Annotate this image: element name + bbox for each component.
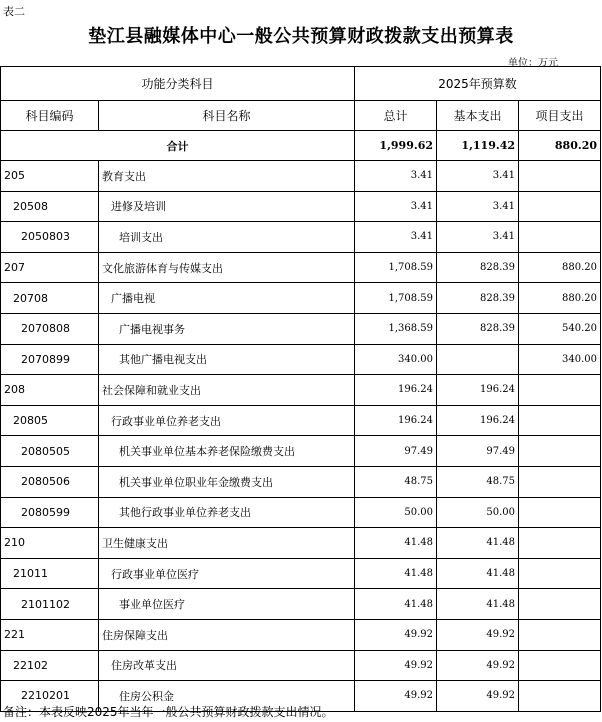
unit-label: 单位：万元 xyxy=(508,58,558,69)
page-title: 垫江县融媒体中心一般公共预算财政拨款支出预算表 xyxy=(88,26,514,47)
table-row xyxy=(1,558,601,589)
total-project: 880.20 xyxy=(519,131,601,161)
cell-basic: 3.41 xyxy=(437,191,519,222)
cell-project xyxy=(519,619,601,650)
table-row xyxy=(1,375,601,406)
cell-code: 2080506 xyxy=(1,466,99,497)
table-row xyxy=(1,191,601,222)
cell-basic: 49.92 xyxy=(437,681,519,712)
cell-project: 340.00 xyxy=(519,344,601,375)
cell-code: 22102 xyxy=(1,650,99,681)
cell-total: 1,708.59 xyxy=(355,252,437,283)
cell-project xyxy=(519,466,601,497)
cell-name: 社会保障和就业支出 xyxy=(99,375,355,406)
table-row xyxy=(1,252,601,283)
cell-project xyxy=(519,191,601,222)
table-row xyxy=(1,161,601,192)
cell-total: 49.92 xyxy=(355,681,437,712)
header-budget-year: 2025年预算数 xyxy=(355,67,601,101)
cell-code: 20708 xyxy=(1,283,99,314)
cell-basic: 828.39 xyxy=(437,313,519,344)
cell-name: 进修及培训 xyxy=(99,191,355,222)
cell-name: 机关事业单位职业年金缴费支出 xyxy=(99,466,355,497)
cell-basic: 50.00 xyxy=(437,497,519,528)
cell-total: 340.00 xyxy=(355,344,437,375)
cell-project: 540.20 xyxy=(519,313,601,344)
cell-total: 49.92 xyxy=(355,650,437,681)
cell-project xyxy=(519,528,601,559)
cell-basic: 196.24 xyxy=(437,405,519,436)
footnote: 备注：本表反映2025年当年一般公共预算财政拨款支出情况。 xyxy=(3,705,334,719)
table-row xyxy=(1,619,601,650)
cell-name: 行政事业单位养老支出 xyxy=(99,405,355,436)
cell-code: 20508 xyxy=(1,191,99,222)
cell-code: 2070899 xyxy=(1,344,99,375)
cell-total: 50.00 xyxy=(355,497,437,528)
cell-total: 41.48 xyxy=(355,528,437,559)
cell-basic: 828.39 xyxy=(437,252,519,283)
cell-project: 880.20 xyxy=(519,283,601,314)
cell-name: 事业单位医疗 xyxy=(99,589,355,620)
cell-name: 行政事业单位医疗 xyxy=(99,558,355,589)
cell-code: 207 xyxy=(1,252,99,283)
cell-code: 221 xyxy=(1,619,99,650)
cell-project xyxy=(519,375,601,406)
table-number-label: 表二 xyxy=(3,5,25,18)
cell-name: 其他行政事业单位养老支出 xyxy=(99,497,355,528)
cell-basic xyxy=(437,344,519,375)
cell-total: 3.41 xyxy=(355,191,437,222)
table-row xyxy=(1,650,601,681)
cell-project xyxy=(519,497,601,528)
cell-basic: 97.49 xyxy=(437,436,519,467)
cell-name: 广播电视 xyxy=(99,283,355,314)
cell-basic: 41.48 xyxy=(437,558,519,589)
cell-basic: 196.24 xyxy=(437,375,519,406)
table-row xyxy=(1,283,601,314)
header-columns-row xyxy=(1,101,601,131)
cell-code: 2210201 xyxy=(1,681,99,712)
table-row xyxy=(1,222,601,253)
cell-name: 住房公积金 xyxy=(99,681,355,712)
cell-project xyxy=(519,681,601,712)
total-basic: 1,119.42 xyxy=(437,131,519,161)
cell-basic: 41.48 xyxy=(437,528,519,559)
cell-code: 2080505 xyxy=(1,436,99,467)
cell-project xyxy=(519,589,601,620)
cell-project xyxy=(519,436,601,467)
cell-project xyxy=(519,650,601,681)
cell-project: 880.20 xyxy=(519,252,601,283)
cell-total: 1,708.59 xyxy=(355,283,437,314)
total-label: 合计 xyxy=(1,131,355,161)
cell-project xyxy=(519,405,601,436)
header-total: 总计 xyxy=(355,101,437,131)
cell-basic: 49.92 xyxy=(437,619,519,650)
budget-table xyxy=(0,66,601,712)
cell-name: 机关事业单位基本养老保险缴费支出 xyxy=(99,436,355,467)
cell-name: 培训支出 xyxy=(99,222,355,253)
cell-total: 49.92 xyxy=(355,619,437,650)
cell-name: 住房改革支出 xyxy=(99,650,355,681)
cell-basic: 49.92 xyxy=(437,650,519,681)
cell-total: 196.24 xyxy=(355,375,437,406)
header-function-category: 功能分类科目 xyxy=(1,67,355,101)
total-sum: 1,999.62 xyxy=(355,131,437,161)
cell-code: 21011 xyxy=(1,558,99,589)
cell-name: 教育支出 xyxy=(99,161,355,192)
cell-code: 2070808 xyxy=(1,313,99,344)
table-row xyxy=(1,497,601,528)
cell-name: 广播电视事务 xyxy=(99,313,355,344)
cell-name: 住房保障支出 xyxy=(99,619,355,650)
cell-code: 2101102 xyxy=(1,589,99,620)
cell-name: 其他广播电视支出 xyxy=(99,344,355,375)
cell-total: 1,368.59 xyxy=(355,313,437,344)
table-row xyxy=(1,344,601,375)
cell-project xyxy=(519,222,601,253)
cell-code: 20805 xyxy=(1,405,99,436)
table-row xyxy=(1,313,601,344)
header-name: 科目名称 xyxy=(99,101,355,131)
table-row xyxy=(1,589,601,620)
cell-name: 文化旅游体育与传媒支出 xyxy=(99,252,355,283)
cell-total: 196.24 xyxy=(355,405,437,436)
cell-code: 2050803 xyxy=(1,222,99,253)
header-project: 项目支出 xyxy=(519,101,601,131)
cell-basic: 828.39 xyxy=(437,283,519,314)
cell-total: 3.41 xyxy=(355,161,437,192)
table-row xyxy=(1,528,601,559)
cell-code: 2080599 xyxy=(1,497,99,528)
header-basic: 基本支出 xyxy=(437,101,519,131)
header-group-row xyxy=(1,67,601,101)
cell-total: 3.41 xyxy=(355,222,437,253)
table-row xyxy=(1,436,601,467)
cell-total: 41.48 xyxy=(355,558,437,589)
cell-basic: 41.48 xyxy=(437,589,519,620)
cell-basic: 3.41 xyxy=(437,222,519,253)
cell-basic: 3.41 xyxy=(437,161,519,192)
total-row xyxy=(1,131,601,161)
cell-total: 41.48 xyxy=(355,589,437,620)
cell-code: 210 xyxy=(1,528,99,559)
table-row xyxy=(1,466,601,497)
table-row xyxy=(1,405,601,436)
cell-code: 208 xyxy=(1,375,99,406)
cell-basic: 48.75 xyxy=(437,466,519,497)
cell-project xyxy=(519,558,601,589)
cell-name: 卫生健康支出 xyxy=(99,528,355,559)
cell-project xyxy=(519,161,601,192)
cell-code: 205 xyxy=(1,161,99,192)
header-code: 科目编码 xyxy=(1,101,99,131)
cell-total: 48.75 xyxy=(355,466,437,497)
cell-total: 97.49 xyxy=(355,436,437,467)
